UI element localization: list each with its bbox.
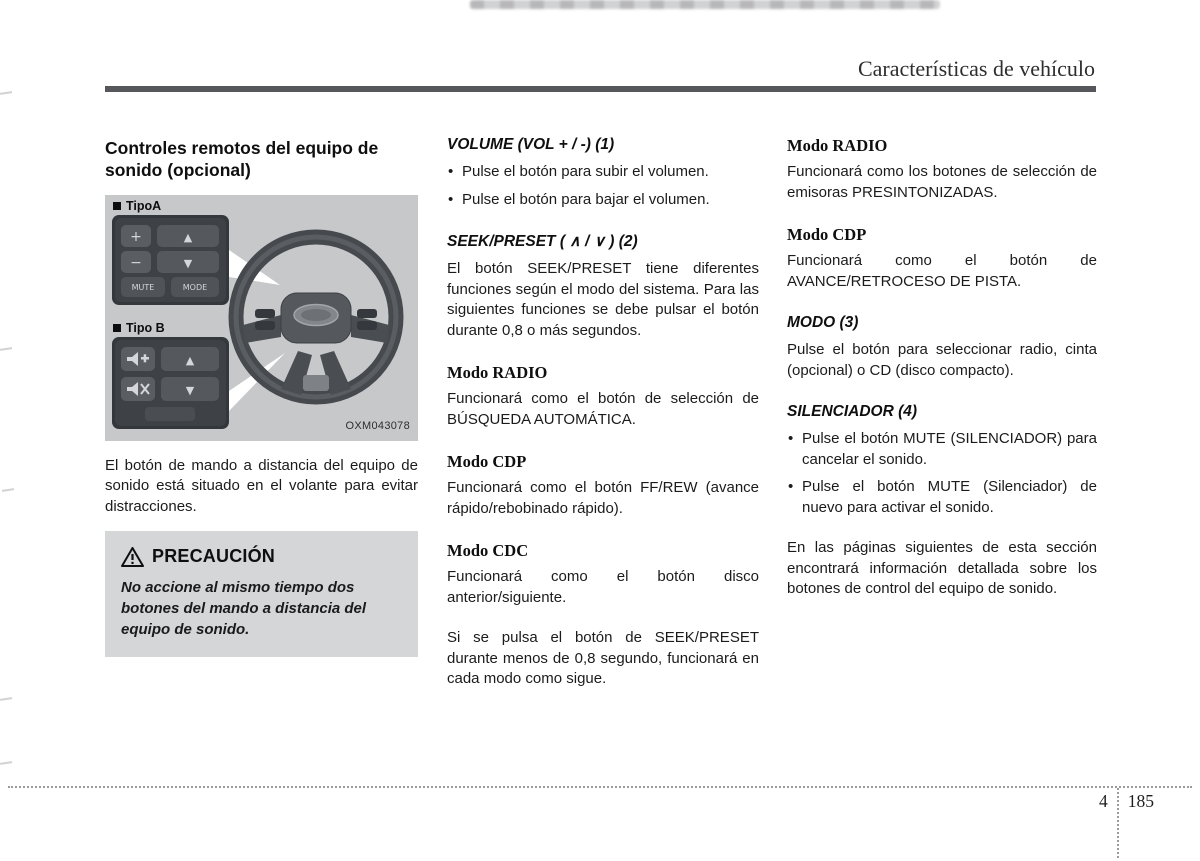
- modo-radio-heading: Modo RADIO: [787, 136, 888, 155]
- vol-down-icon: −: [130, 254, 142, 271]
- modo-cdp-body: Funcionará como el botón de AVANCE/RETROCESO DE PISTA.: [787, 252, 1097, 290]
- section-modo-cdc: [447, 541, 759, 608]
- seek-preset-body: El botón SEEK/PRESET tiene diferentes funciones según el modo del sistema. Para las siguientes funciones se debe pulsar el botón durante 0,8 o más segundos.: [447, 260, 759, 339]
- page-number: [1099, 791, 1154, 858]
- modo-3-body: Pulse el botón para seleccionar radio, cinta (opcional) o CD (disco compacto).: [787, 341, 1097, 379]
- scan-artifact: [0, 347, 12, 351]
- intro-paragraph: El botón de mando a distancia del equipo de sonido está situado en el volante para evitar distracciones.: [105, 456, 418, 515]
- list-item: • Pulse el botón para subir el volumen.: [447, 162, 759, 183]
- section-modo-radio-2: [787, 136, 1097, 203]
- remote-type-a-graphic: [112, 215, 229, 305]
- right-closing-paragraph: En las páginas siguientes de esta sección encontrará información detallada sobre los botones de control del equipo de sonido.: [787, 539, 1097, 597]
- type-b-label-text: Tipo B: [126, 320, 165, 335]
- section-volume: [447, 136, 759, 210]
- steering-wheel-graphic: [236, 237, 396, 397]
- mode-button-label: MODE: [182, 282, 208, 292]
- modo-radio-body: Funcionará como los botones de selección de emisoras PRESINTONIZADAS.: [787, 163, 1097, 201]
- mute-button-label: MUTE: [131, 282, 155, 292]
- page-number-divider: [1117, 788, 1119, 858]
- section-seek-preset: [447, 232, 759, 341]
- section-silenciador: [787, 403, 1097, 518]
- section-title: Controles remotos del equipo de sonido (opcional): [105, 138, 379, 180]
- remote-type-b-graphic: [112, 337, 229, 429]
- list-item: • Pulse el botón MUTE (SILENCIADOR) para cancelar el sonido.: [787, 429, 1097, 470]
- volume-heading: VOLUME (VOL + / -) (1): [447, 136, 615, 153]
- caution-body: No accione al mismo tiempo dos botones del mando a distancia del equipo de sonido.: [121, 579, 367, 639]
- scan-artifact: [0, 91, 12, 95]
- redaction-strip: [470, 0, 940, 9]
- section-modo-radio: [447, 363, 759, 430]
- warning-icon: [121, 547, 144, 567]
- list-item: • Pulse el botón MUTE (Silenciador) de nuevo para activar el sonido.: [787, 477, 1097, 518]
- modo-cdp-heading: Modo CDP: [447, 452, 527, 471]
- modo-cdc-heading: Modo CDC: [447, 541, 529, 560]
- right-column: [787, 136, 1097, 600]
- modo-radio-body: Funcionará como el botón de selección de BÚSQUEDA AUTOMÁTICA.: [447, 390, 759, 428]
- section-modo-3: [787, 314, 1097, 381]
- modo-3-heading: MODO (3): [787, 314, 859, 331]
- list-item: • Pulse el botón para bajar el volumen.: [447, 190, 759, 211]
- caution-title: PRECAUCIÓN: [152, 546, 276, 567]
- footer-dotted-rule: [8, 786, 1192, 788]
- header-rule: [105, 86, 1096, 92]
- caution-box: [105, 531, 418, 657]
- seek-up-icon: ▲: [183, 230, 193, 244]
- seek-down-icon: ▼: [185, 383, 195, 397]
- section-modo-cdp: [447, 452, 759, 519]
- caution-header: [121, 546, 402, 567]
- seek-down-icon: ▼: [183, 256, 193, 270]
- chapter-number: 4: [1099, 791, 1108, 811]
- modo-radio-heading: Modo RADIO: [447, 363, 548, 382]
- vol-up-icon: +: [130, 228, 142, 245]
- type-b-marker-icon: [113, 324, 121, 332]
- middle-closing-paragraph: Si se pulsa el botón de SEEK/PRESET durante menos de 0,8 segundo, funcionará en cada modo como sigue.: [447, 629, 759, 687]
- seek-up-icon: ▲: [185, 353, 195, 367]
- modo-cdp-body: Funcionará como el botón FF/REW (avance rápido/rebobinado rápido).: [447, 479, 759, 517]
- figure-image-code: OXM043078: [345, 419, 410, 432]
- type-a-label: [113, 199, 161, 213]
- silenciador-heading: SILENCIADOR (4): [787, 403, 918, 420]
- type-b-label: [113, 321, 165, 335]
- type-a-marker-icon: [113, 202, 121, 210]
- scan-artifact: [0, 697, 12, 701]
- modo-cdc-body: Funcionará como el botón disco anterior/siguiente.: [447, 568, 759, 606]
- scan-artifact: [0, 761, 12, 765]
- page-number-value: 185: [1127, 791, 1154, 811]
- seek-preset-heading: SEEK/PRESET ( ∧ / ∨ ) (2): [447, 233, 638, 250]
- figure-graphic: [105, 195, 418, 441]
- left-column: [105, 136, 418, 657]
- page-header-title: Características de vehículo: [857, 56, 1095, 81]
- figure-steering-wheel-controls: [105, 195, 418, 441]
- middle-column: [447, 136, 759, 690]
- section-modo-cdp-2: [787, 225, 1097, 292]
- scan-artifact: [2, 488, 14, 492]
- modo-cdp-heading: Modo CDP: [787, 225, 867, 244]
- type-a-label-text: TipoA: [126, 198, 162, 213]
